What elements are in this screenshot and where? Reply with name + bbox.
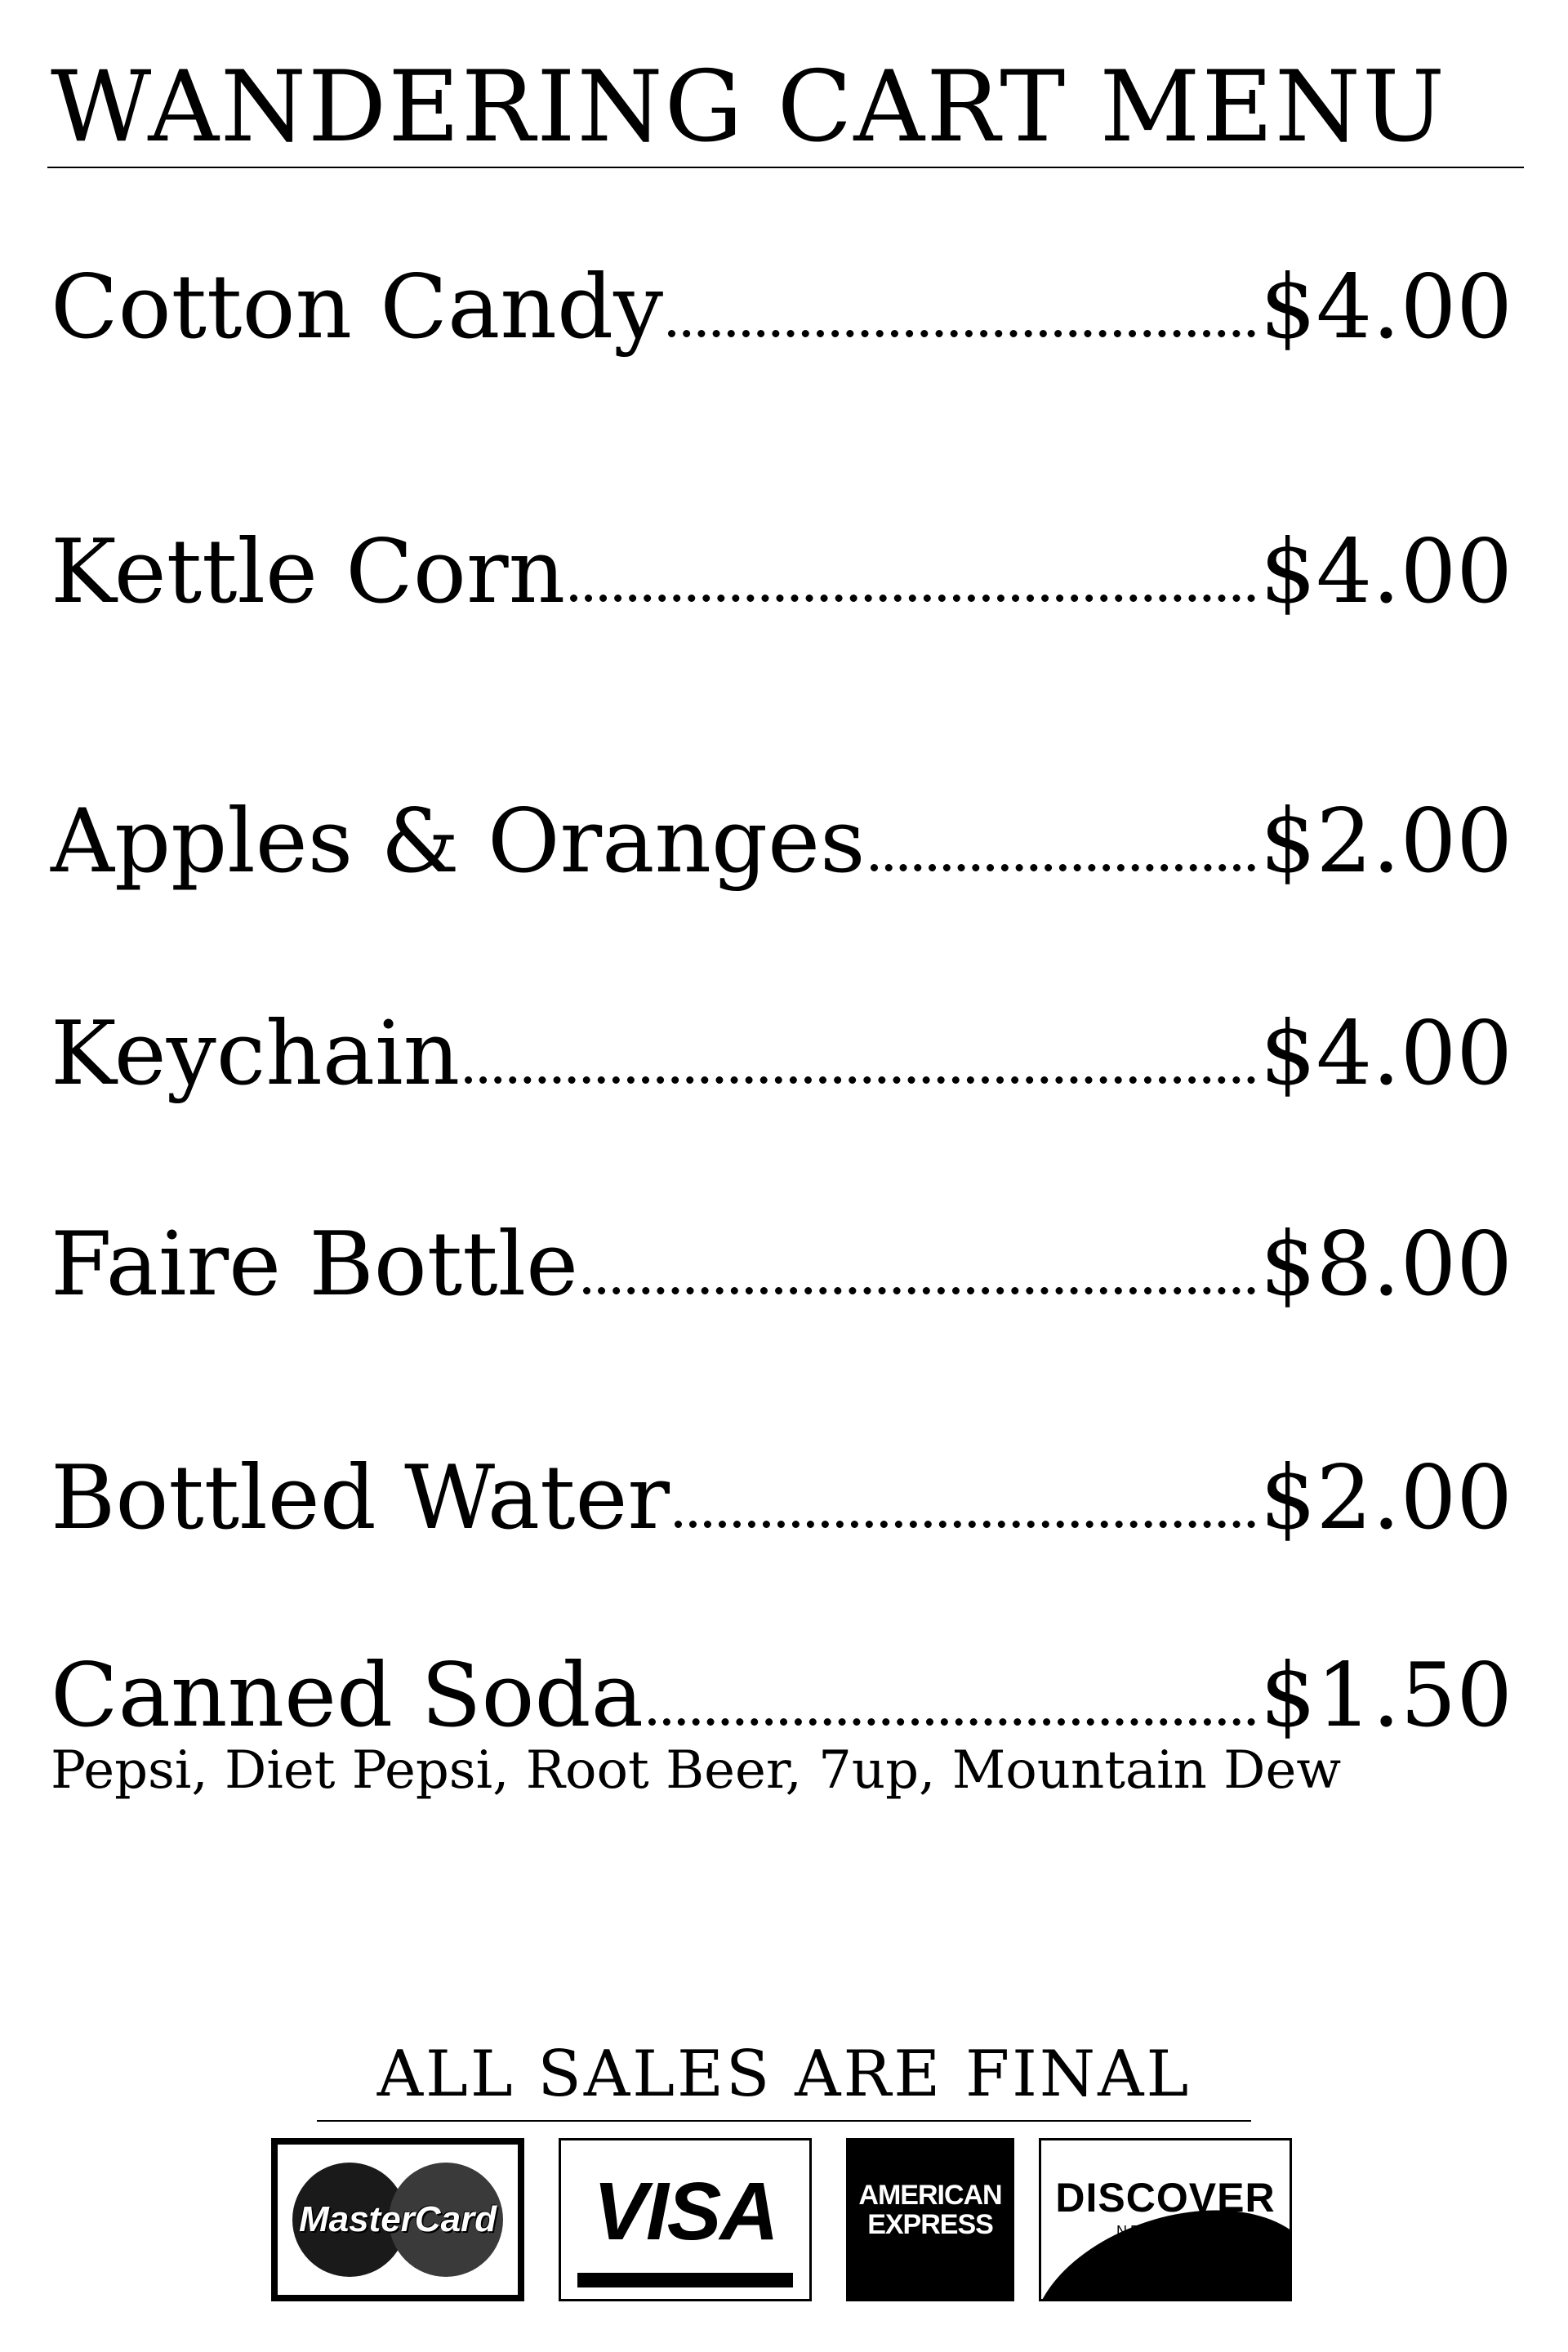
- item-name: Canned Soda: [51, 1645, 644, 1747]
- dot-leader: [871, 864, 1255, 871]
- amex-line-2: EXPRESS: [867, 2209, 993, 2240]
- amex-wordmark: [846, 2180, 1014, 2239]
- menu-item-bottled-water: [51, 1446, 1512, 1552]
- item-name: Keychain: [51, 1003, 461, 1105]
- soda-flavors: Pepsi, Diet Pepsi, Root Beer, 7up, Mountain Dew: [51, 1740, 1342, 1801]
- item-price: $2.00: [1259, 791, 1512, 893]
- item-name: Bottled Water: [51, 1447, 670, 1549]
- item-price: $4.00: [1259, 521, 1512, 623]
- dot-leader: [570, 595, 1255, 602]
- dot-leader: [675, 1521, 1255, 1528]
- visa-wordmark: VISA: [593, 2166, 777, 2257]
- title-underline: [47, 167, 1524, 168]
- menu-item-apples-oranges: [51, 789, 1512, 895]
- visa-band: [577, 2273, 793, 2287]
- menu-item-faire-bottle: [51, 1212, 1512, 1318]
- item-price: $4.00: [1259, 1003, 1512, 1105]
- dot-leader: [465, 1076, 1255, 1084]
- menu-item-canned-soda: [51, 1643, 1512, 1749]
- dot-leader: [583, 1287, 1255, 1294]
- item-price: $8.00: [1259, 1214, 1512, 1316]
- visa-logo: [559, 2138, 812, 2301]
- mastercard-frame: [278, 2145, 518, 2295]
- item-name: Apples & Oranges: [51, 791, 866, 893]
- notice-underline: [317, 2120, 1251, 2122]
- accepted-cards: [271, 2138, 1300, 2310]
- item-name: Faire Bottle: [51, 1214, 579, 1316]
- item-name: Cotton Candy: [51, 256, 664, 359]
- menu-item-keychain: [51, 1001, 1512, 1107]
- dot-leader: [648, 1718, 1255, 1726]
- discover-wordmark: DISCOVER: [1055, 2175, 1276, 2221]
- item-price: $1.50: [1259, 1645, 1512, 1747]
- dot-leader: [668, 330, 1255, 337]
- item-price: $4.00: [1259, 256, 1512, 359]
- discover-logo: [1039, 2138, 1292, 2301]
- menu-title: WANDERING CART MENU: [51, 51, 1447, 164]
- item-price: $2.00: [1259, 1447, 1512, 1549]
- sales-final-notice: ALL SALES ARE FINAL: [376, 2038, 1192, 2111]
- amex-logo: [846, 2138, 1014, 2301]
- item-name: Kettle Corn: [51, 521, 566, 623]
- amex-line-1: AMERICAN: [858, 2180, 1002, 2211]
- menu-item-cotton-candy: [51, 255, 1512, 361]
- menu-item-kettle-corn: [51, 519, 1512, 626]
- discover-network-label: NETWORK: [1116, 2223, 1214, 2239]
- mastercard-logo: [271, 2138, 524, 2301]
- mastercard-wordmark: MasterCard: [298, 2199, 497, 2239]
